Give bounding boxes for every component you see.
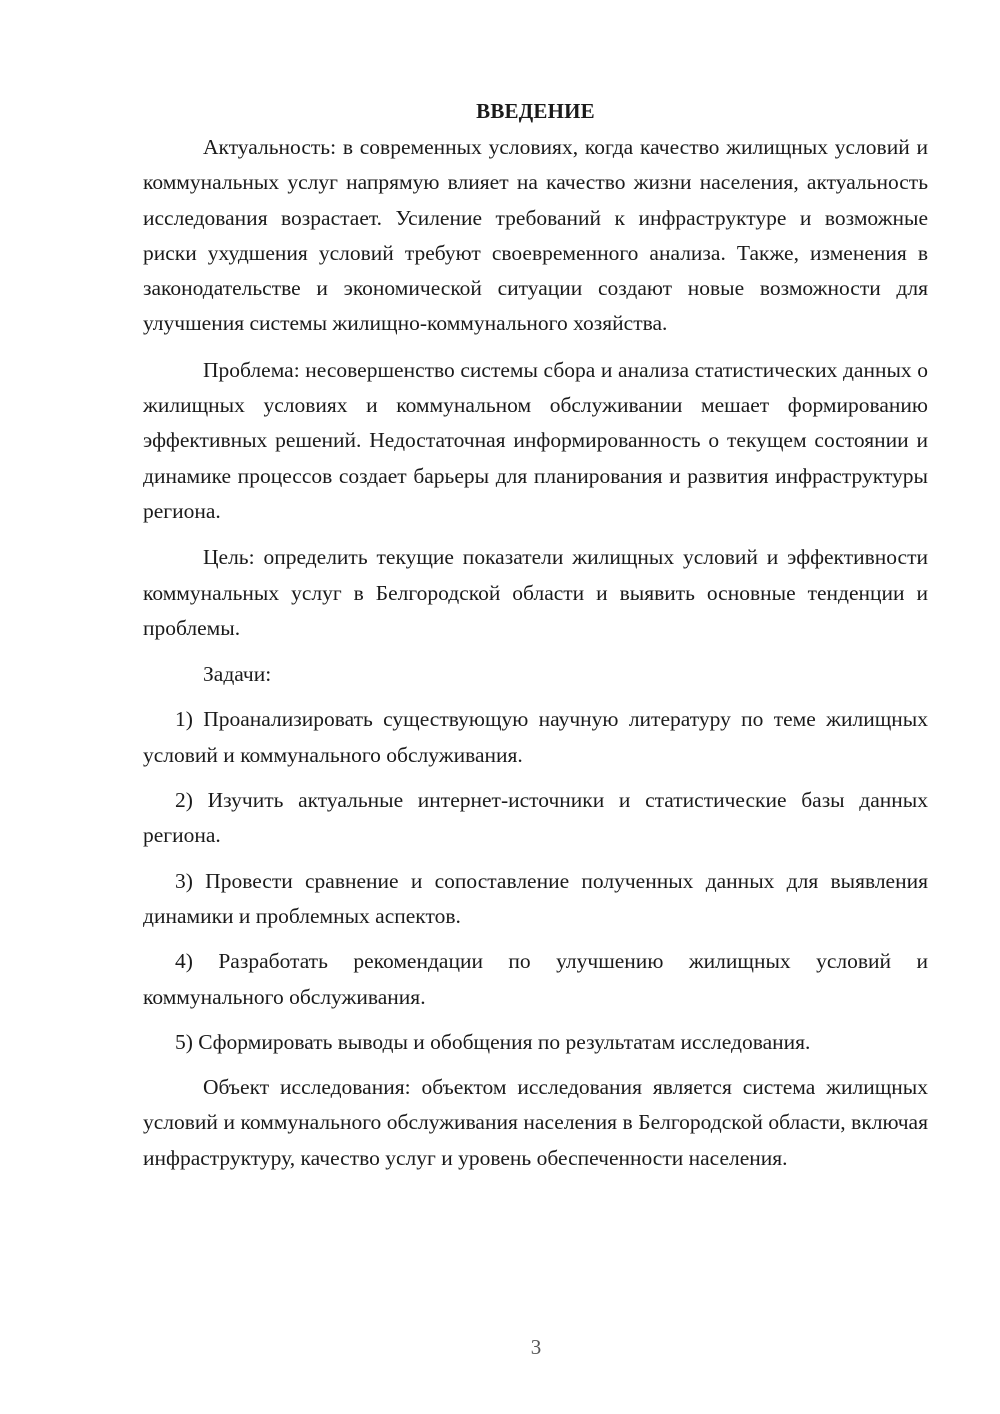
task-item-3: 3) Провести сравнение и сопоставление полученных данных для выявления динамики и проблемных аспектов. (143, 868, 928, 928)
paragraph-object: Объект исследования: объектом исследования является система жилищных условий и коммунального обслуживания населения в Белгородской области, включая инфраструктуру, качество услуг и уровень обеспеченности населения. (143, 1075, 928, 1170)
paragraph-problem: Проблема: несовершенство системы сбора и анализа статистических данных о жилищных условиях и коммунальном обслуживании мешает формированию эффективных решений. Недостаточная информированность о текущем состоянии и динамике процессов создает барьеры для планирования и развития инфраструктуры региона. (143, 357, 928, 523)
page-content (143, 95, 928, 1187)
task-item-2: 2) Изучить актуальные интернет-источники и статистические базы данных региона. (143, 788, 928, 848)
tasks-list (143, 702, 928, 1060)
tasks-label: Задачи: (203, 662, 272, 687)
page-number: 3 (530, 1335, 542, 1359)
task-item-5: 5) Сформировать выводы и обобщения по результатам исследования. (175, 1029, 811, 1054)
task-item-1: 1) Проанализировать существующую научную литературу по теме жилищных условий и коммунального обслуживания. (143, 707, 928, 767)
section-heading: ВВЕДЕНИЕ (476, 99, 595, 123)
paragraph-relevance: Актуальность: в современных условиях, когда качество жилищных условий и коммунальных услуг напрямую влияет на качество жизни населения, актуальность исследования возрастает. Усиление требований к инфраструктуре и возможные риски ухудшения условий требуют своевременного анализа. Также, изменения в законодательстве и экономической ситуации создают новые возможности для улучшения системы жилищно-коммунального хозяйства. (143, 135, 928, 336)
task-item-4: 4) Разработать рекомендации по улучшению жилищных условий и коммунального обслуживания. (143, 949, 928, 1009)
paragraph-goal: Цель: определить текущие показатели жилищных условий и эффективности коммунальных услуг в Белгородской области и выявить основные тенденции и проблемы. (143, 545, 928, 640)
